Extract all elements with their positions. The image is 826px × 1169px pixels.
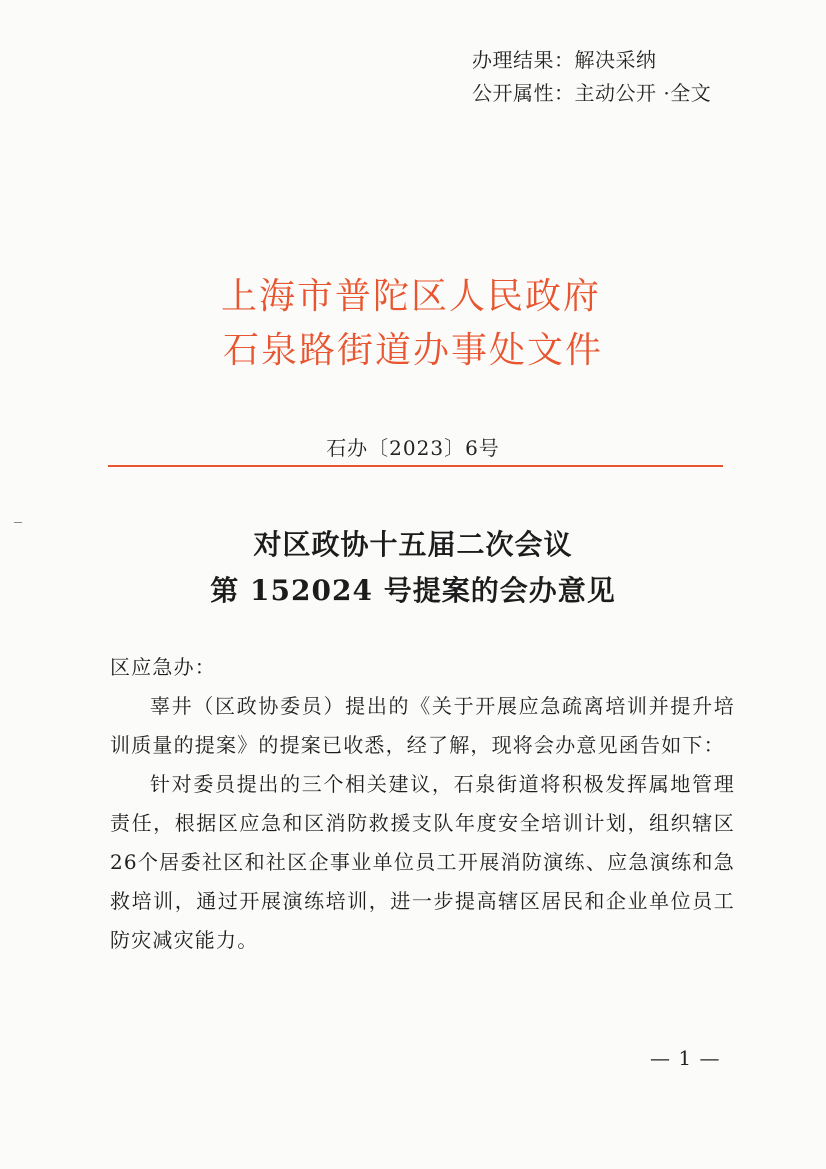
disclosure-attribute: 公开属性：主动公开 ·全文 [472, 81, 712, 105]
title-line-1: 对区政协十五届二次会议 [253, 528, 573, 561]
document-meta [472, 44, 711, 110]
issuer-header [0, 270, 826, 378]
handling-result: 办理结果：解决采纳 [472, 48, 657, 72]
document-number: 石办〔2023〕6号 [326, 436, 500, 460]
body-paragraph-2: 针对委员提出的三个相关建议，石泉街道将积极发挥属地管理责任，根据区应急和区消防救援支队年度安全培训计划，组织辖区26个居委社区和社区企事业单位员工开展消防演练、应急演练和急救培训，通过开展演练培训，进一步提高辖区居民和企业单位员工防灾减灾能力。 [110, 772, 735, 952]
page-number: — 1 — [650, 1046, 721, 1070]
red-divider [108, 465, 723, 467]
title-line-2: 第 152024 号提案的会办意见 [210, 574, 616, 607]
issuer-line-1: 上海市普陀区人民政府 [220, 276, 601, 317]
salutation: 区应急办： [110, 655, 216, 679]
document-body [110, 648, 735, 960]
issuer-line-2: 石泉路街道办事处文件 [222, 330, 603, 371]
body-paragraph-1: 辜井（区政协委员）提出的《关于开展应急疏离培训并提升培训质量的提案》的提案已收悉，经了解，现将会办意见函告如下： [110, 694, 735, 757]
document-title [0, 522, 826, 614]
